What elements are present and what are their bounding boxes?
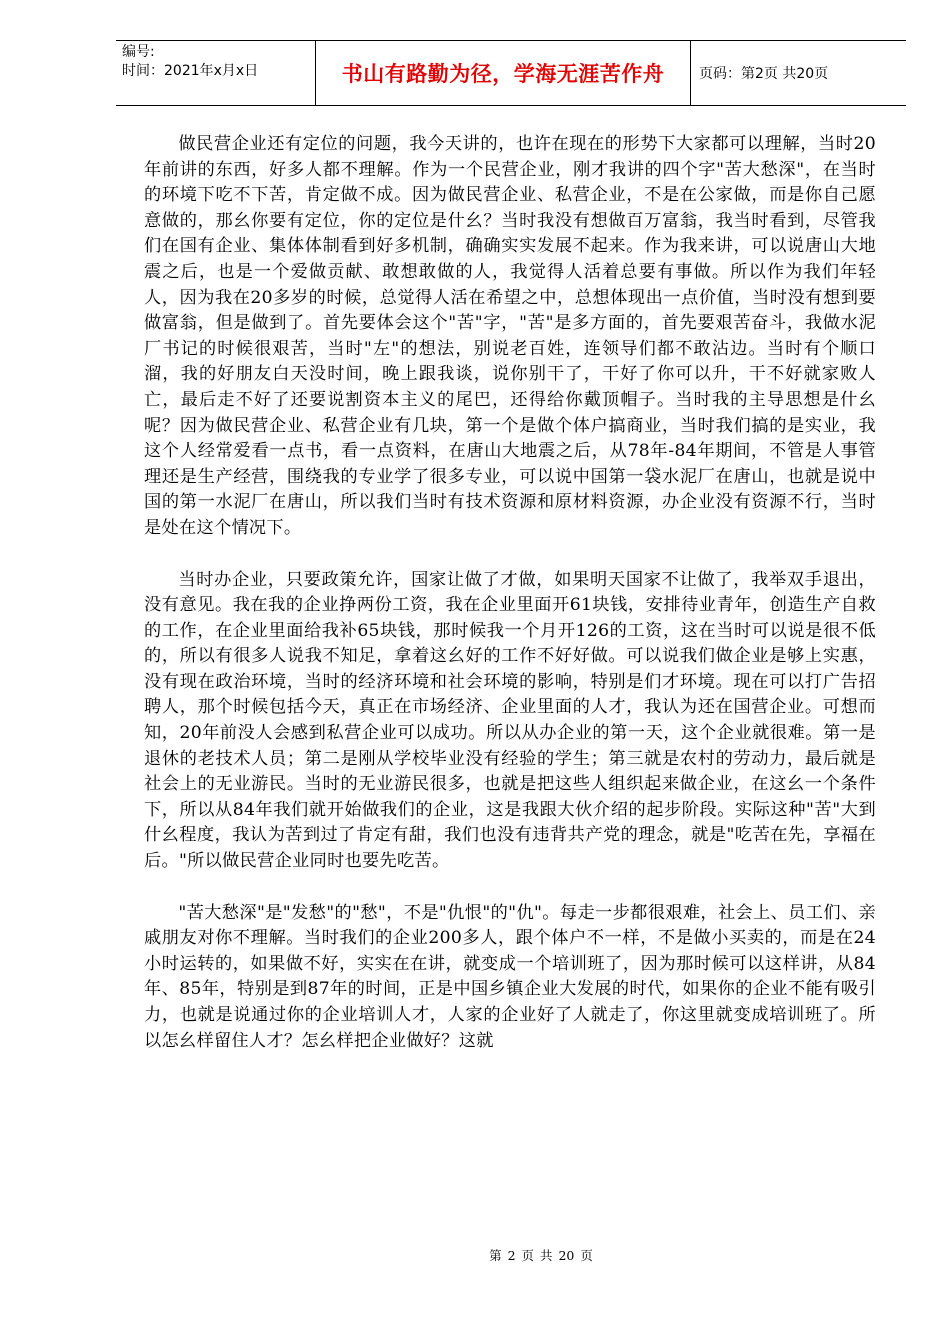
header-motto: 书山有路勤为径，学海无涯苦作舟 — [316, 41, 691, 105]
header-page-label: 页码：第2页 共20页 — [699, 66, 829, 82]
document-number-label: 编号: — [122, 44, 155, 60]
page-header — [116, 40, 906, 106]
page-footer: 第 2 页 共 20 页 — [489, 1248, 593, 1263]
paragraph-3: "苦大愁深"是"发愁"的"愁"，不是"仇恨"的"仇"。每走一步都很艰难，社会上、员工们、亲戚朋友对你不理解。当时我们的企业200多人，跟个体户不一样，不是做小买卖的，而是在24小时运转的，如果做不好，实实在在讲，就变成一个培训班了，因为那时候可以这样讲，从84年、85年，特别是到87年的时间，正是中国乡镇企业大发展的时代，如果你的企业不能有吸引力，也就是说通过你的企业培训人才，人家的企业好了人就走了，你这里就变成培训班了。所以怎幺样留住人才？怎幺样把企业做好？这就 — [144, 902, 876, 1051]
paragraph-1: 做民营企业还有定位的问题，我今天讲的，也许在现在的形势下大家都可以理解，当时20年前讲的东西，好多人都不理解。作为一个民营企业，刚才我讲的四个字"苦大愁深"，在当时的环境下吃不下苦，肯定做不成。因为做民营企业、私营企业，不是在公家做，而是你自己愿意做的，那幺你要有定位，你的定位是什幺？当时我没有想做百万富翁，我当时看到，尽管我们在国有企业、集体体制看到好多机制，确确实实发展不起来。作为我来讲，可以说唐山大地震之后，也是一个爱做贡献、敢想敢做的人，我觉得人活着总要有事做。所以作为我们年轻人，因为我在20多岁的时候，总觉得人活在希望之中，总想体现出一点价值，当时没有想到要做富翁，但是做到了。首先要体会这个"苦"字，"苦"是多方面的，首先要艰苦奋斗，我做水泥厂书记的时候很艰苦，当时"左"的想法，别说老百姓，连领导们都不敢沾边。当时有个顺口溜，我的好朋友白天没时间，晚上跟我谈，说你别干了，干好了你可以升，干不好就家败人亡，最后走不好了还要说割资本主义的尾巴，还得给你戴顶帽子。当时我的主导思想是什幺呢？因为做民营企业、私营企业有几块，第一个是做个体户搞商业，当时我们搞的是实业，我这个人经常爱看一点书，看一点资料，在唐山大地震之后，从78年-84年期间，不管是人事管理还是生产经营，围绕我的专业学了很多专业，可以说中国第一袋水泥厂在唐山，也就是说中国的第一水泥厂在唐山，所以我们当时有技术资源和原材料资源，办企业没有资源不行，当时是处在这个情况下。 — [144, 134, 876, 538]
paragraph-2: 当时办企业，只要政策允许，国家让做了才做，如果明天国家不让做了，我举双手退出，没有意见。我在我的企业挣两份工资，我在企业里面开61块钱，安排待业青年，创造生产自救的工作，在企业里面给我补65块钱，那时候我一个月开126的工资，这在当时可以说是很不低的，所以有很多人说我不知足，拿着这幺好的工作不好好做。可以说我们做企业是够上实惠，没有现在政治环境，当时的经济环境和社会环境的影响，特别是们才环境。现在可以打广告招聘人，那个时候包括今天，真正在市场经济、企业里面的人才，我认为还在国营企业。可想而知，20年前没人会感到私营企业可以成功。所以从办企业的第一天，这个企业就很难。第一是退休的老技术人员；第二是刚从学校毕业没有经验的学生；第三就是农村的劳动力，最后就是社会上的无业游民。当时的无业游民很多，也就是把这些人组织起来做企业，在这幺一个条件下，所以从84年我们就开始做我们的企业，这是我跟大伙介绍的起步阶段。实际这种"苦"大到什幺程度，我认为苦到过了肯定有甜，我们也没有违背共产党的理念，就是"吃苦在先，享福在后。"所以做民营企业同时也要先吃苦。 — [144, 569, 876, 872]
header-meta — [116, 41, 316, 105]
document-body — [144, 132, 876, 1080]
document-time-label: 时间：2021年x月x日 — [122, 63, 259, 79]
